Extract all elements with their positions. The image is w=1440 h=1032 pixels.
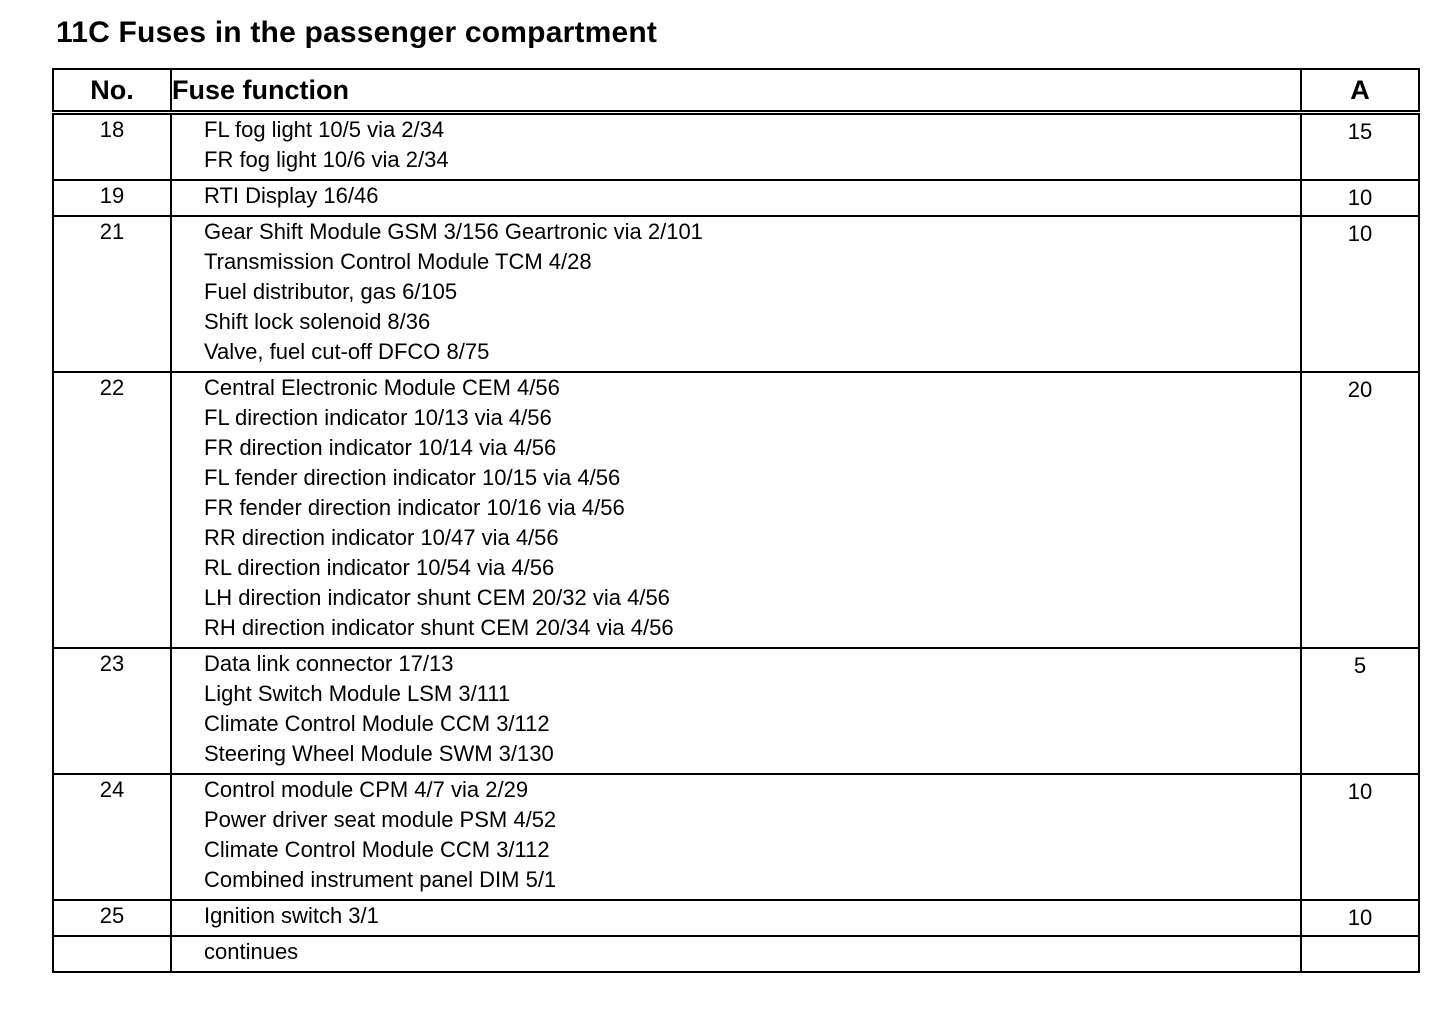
fuse-function: continues <box>204 939 299 964</box>
table-row <box>53 113 1419 181</box>
fuse-amperage: 10 <box>1301 180 1419 216</box>
fuse-amperage <box>1301 936 1419 972</box>
fuse-function: Valve, fuel cut-off DFCO 8/75 <box>204 339 490 364</box>
fuse-function-list <box>171 900 1301 936</box>
fuse-function: Ignition switch 3/1 <box>204 903 379 928</box>
table-row <box>53 648 1419 774</box>
fuse-number: 18 <box>53 113 171 181</box>
fuse-function: LH direction indicator shunt CEM 20/32 via 4/56 <box>204 585 670 610</box>
fuse-function: FR fog light 10/6 via 2/34 <box>204 147 449 172</box>
fuse-function: Transmission Control Module TCM 4/28 <box>204 249 592 274</box>
fuse-function: Central Electronic Module CEM 4/56 <box>204 375 560 400</box>
fuse-function-list <box>171 113 1301 181</box>
fuse-function: Gear Shift Module GSM 3/156 Geartronic via 2/101 <box>204 219 703 244</box>
fuse-amperage: 10 <box>1301 900 1419 936</box>
table-row <box>53 900 1419 936</box>
fuse-function: RH direction indicator shunt CEM 20/34 via 4/56 <box>204 615 674 640</box>
page-title: 11C Fuses in the passenger compartment <box>56 16 658 49</box>
fuse-function: RL direction indicator 10/54 via 4/56 <box>204 555 555 580</box>
fuse-function: FR fender direction indicator 10/16 via 4/56 <box>204 495 625 520</box>
fuse-function-list <box>171 180 1301 216</box>
fuse-function: Light Switch Module LSM 3/111 <box>204 681 511 706</box>
fuse-number: 23 <box>53 648 171 774</box>
fuse-table-body <box>53 113 1419 973</box>
column-header-function: Fuse function <box>171 69 1301 113</box>
fuse-number: 25 <box>53 900 171 936</box>
column-header-amperage: A <box>1301 69 1419 113</box>
table-header-row <box>53 69 1419 113</box>
fuse-function-list <box>171 936 1301 972</box>
fuse-function-list <box>171 372 1301 648</box>
fuse-function: Climate Control Module CCM 3/112 <box>204 837 550 862</box>
fuse-function: RTI Display 16/46 <box>204 183 379 208</box>
fuse-amperage: 10 <box>1301 774 1419 900</box>
fuse-function-list <box>171 648 1301 774</box>
fuse-function: Control module CPM 4/7 via 2/29 <box>204 777 529 802</box>
fuse-amperage: 20 <box>1301 372 1419 648</box>
fuse-function: FR direction indicator 10/14 via 4/56 <box>204 435 557 460</box>
fuse-function: FL fender direction indicator 10/15 via 4/56 <box>204 465 621 490</box>
fuse-function: Fuel distributor, gas 6/105 <box>204 279 458 304</box>
fuse-function: FL fog light 10/5 via 2/34 <box>204 117 445 142</box>
table-row <box>53 180 1419 216</box>
fuse-function: RR direction indicator 10/47 via 4/56 <box>204 525 559 550</box>
fuse-number: 19 <box>53 180 171 216</box>
fuse-amperage: 10 <box>1301 216 1419 372</box>
fuse-number: 24 <box>53 774 171 900</box>
fuse-function: Steering Wheel Module SWM 3/130 <box>204 741 554 766</box>
table-row <box>53 936 1419 972</box>
fuse-function: Shift lock solenoid 8/36 <box>204 309 431 334</box>
table-row <box>53 216 1419 372</box>
fuse-function: FL direction indicator 10/13 via 4/56 <box>204 405 552 430</box>
fuse-function-list <box>171 774 1301 900</box>
table-row <box>53 372 1419 648</box>
column-header-number: No. <box>53 69 171 113</box>
fuse-table <box>52 68 1420 973</box>
fuse-number: 21 <box>53 216 171 372</box>
fuse-number: 22 <box>53 372 171 648</box>
fuse-function: Combined instrument panel DIM 5/1 <box>204 867 557 892</box>
fuse-function: Climate Control Module CCM 3/112 <box>204 711 550 736</box>
table-row <box>53 774 1419 900</box>
fuse-number <box>53 936 171 972</box>
fuse-function: Data link connector 17/13 <box>204 651 454 676</box>
fuse-function-list <box>171 216 1301 372</box>
fuse-amperage: 5 <box>1301 648 1419 774</box>
fuse-function: Power driver seat module PSM 4/52 <box>204 807 557 832</box>
fuse-amperage: 15 <box>1301 113 1419 181</box>
